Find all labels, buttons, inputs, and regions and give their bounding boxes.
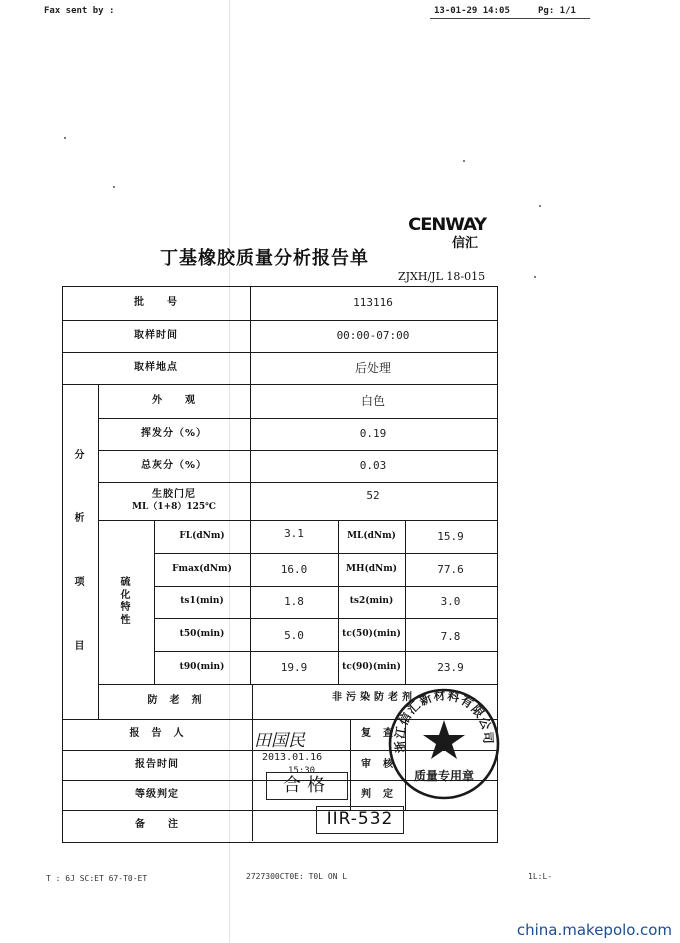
- cure-left-value: 16.0: [280, 562, 308, 576]
- cure-right-value: 23.9: [437, 660, 464, 674]
- analysis-items-char: 目: [74, 640, 86, 652]
- fax-sent-by: Fax sent by :: [44, 6, 115, 16]
- batch-value: 113116: [353, 296, 393, 310]
- cure-left-label: FL(dNm): [179, 530, 225, 541]
- analysis-items-char: 项: [74, 577, 86, 589]
- cure-right-value: 7.8: [440, 630, 461, 644]
- cure-left-value: 5.0: [284, 629, 304, 643]
- fax-datetime: 13-01-29 14:05: [434, 6, 510, 16]
- remarks-stamp: IIR-532: [316, 806, 404, 834]
- analysis-items-label: [62, 384, 98, 719]
- review-label: 复 查: [361, 728, 394, 740]
- ash-value: 0.03: [359, 459, 387, 473]
- reporter-signature: 田国民: [254, 731, 305, 751]
- batch-label: 批 号: [134, 296, 178, 308]
- site-watermark: china.makepolo.com: [516, 921, 672, 939]
- seal-star-icon: [423, 720, 465, 759]
- cure-left-label: ts1(min): [180, 596, 224, 607]
- appearance-label: 外 观: [152, 394, 196, 406]
- seal-center-text: 质量专用章: [413, 769, 475, 783]
- brand-logo-cn: 信汇: [452, 236, 479, 251]
- speck: [64, 137, 66, 139]
- speck: [534, 276, 536, 278]
- sampling-time-value: 00:00-07:00: [336, 329, 410, 343]
- cure-char: 特: [120, 602, 132, 613]
- mooney-label-line2: ML（1+8）125℃: [132, 501, 216, 512]
- antioxidant-label: 防 老 剂: [147, 695, 203, 707]
- volatile-label: 挥发分（%）: [140, 427, 208, 439]
- analysis-items-char: 析: [74, 513, 86, 525]
- cure-right-label: tc(50)(min): [342, 628, 401, 639]
- footer-middle: 2727300CT0E: T0L ON L: [246, 872, 348, 881]
- report-date: 2013.01.16: [262, 752, 323, 763]
- volatile-value: 0.19: [359, 427, 387, 441]
- sampling-location-label: 取样地点: [134, 361, 178, 373]
- cure-right-value: 15.9: [437, 529, 464, 543]
- speck: [463, 160, 465, 162]
- ash-label: 总灰分（%）: [140, 459, 208, 471]
- appearance-value: 白色: [360, 393, 385, 408]
- cure-left-value: 19.9: [280, 660, 308, 674]
- mooney-value: 52: [366, 489, 380, 503]
- cure-left-value: 3.1: [284, 526, 304, 540]
- remarks-label: 备 注: [135, 819, 179, 831]
- seal-ring-text: 浙江信汇新材料有限公司: [392, 688, 496, 754]
- cure-left-label: t90(min): [179, 661, 225, 672]
- cure-right-label: MH(dNm): [345, 563, 398, 574]
- approve-label: 审 核: [361, 758, 394, 770]
- brand-logo-en: CENWAY: [408, 215, 487, 235]
- reporter-label: 报 告 人: [129, 728, 185, 740]
- footer-left: T : 6J SC:ET 67-T0-ET: [46, 874, 148, 883]
- quality-seal: [384, 682, 504, 800]
- mooney-label-line1: 生胶门尼: [152, 489, 196, 501]
- cure-char: 化: [120, 589, 132, 601]
- cure-char: 硫: [120, 577, 132, 588]
- analysis-items-char: 分: [74, 449, 86, 461]
- document-title: 丁基橡胶质量分析报告单: [160, 248, 369, 269]
- cure-characteristics-label: [98, 520, 154, 684]
- grade-label: 等级判定: [135, 788, 179, 800]
- footer-right: 1L:L-: [528, 872, 553, 881]
- cure-right-value: 3.0: [440, 595, 461, 609]
- report-time-label: 报告时间: [135, 758, 179, 770]
- sampling-time-label: 取样时间: [134, 329, 178, 341]
- document-number: ZJXH/JL 18-015: [398, 270, 486, 283]
- cure-left-label: t50(min): [179, 628, 225, 639]
- fax-header-rule: [430, 18, 590, 19]
- judge-label: 判 定: [361, 788, 394, 800]
- report-clock: 15:30: [288, 766, 316, 776]
- cure-right-label: ML(dNm): [347, 530, 396, 541]
- cure-right-label: tc(90)(min): [342, 661, 401, 672]
- grade-stamp: 合格: [266, 772, 348, 800]
- fax-page: Pg: 1/1: [538, 6, 576, 16]
- cure-left-label: Fmax(dNm): [172, 563, 232, 574]
- sampling-location-value: 后处理: [354, 360, 391, 375]
- cure-right-label: ts2(min): [349, 596, 394, 607]
- cure-right-value: 77.6: [437, 562, 464, 576]
- cure-char: 性: [120, 614, 132, 626]
- speck: [539, 205, 541, 207]
- speck: [113, 186, 115, 188]
- mooney-label: [98, 482, 250, 520]
- antioxidant-value: 非污染防老剂: [332, 691, 416, 703]
- cure-left-value: 1.8: [284, 595, 304, 609]
